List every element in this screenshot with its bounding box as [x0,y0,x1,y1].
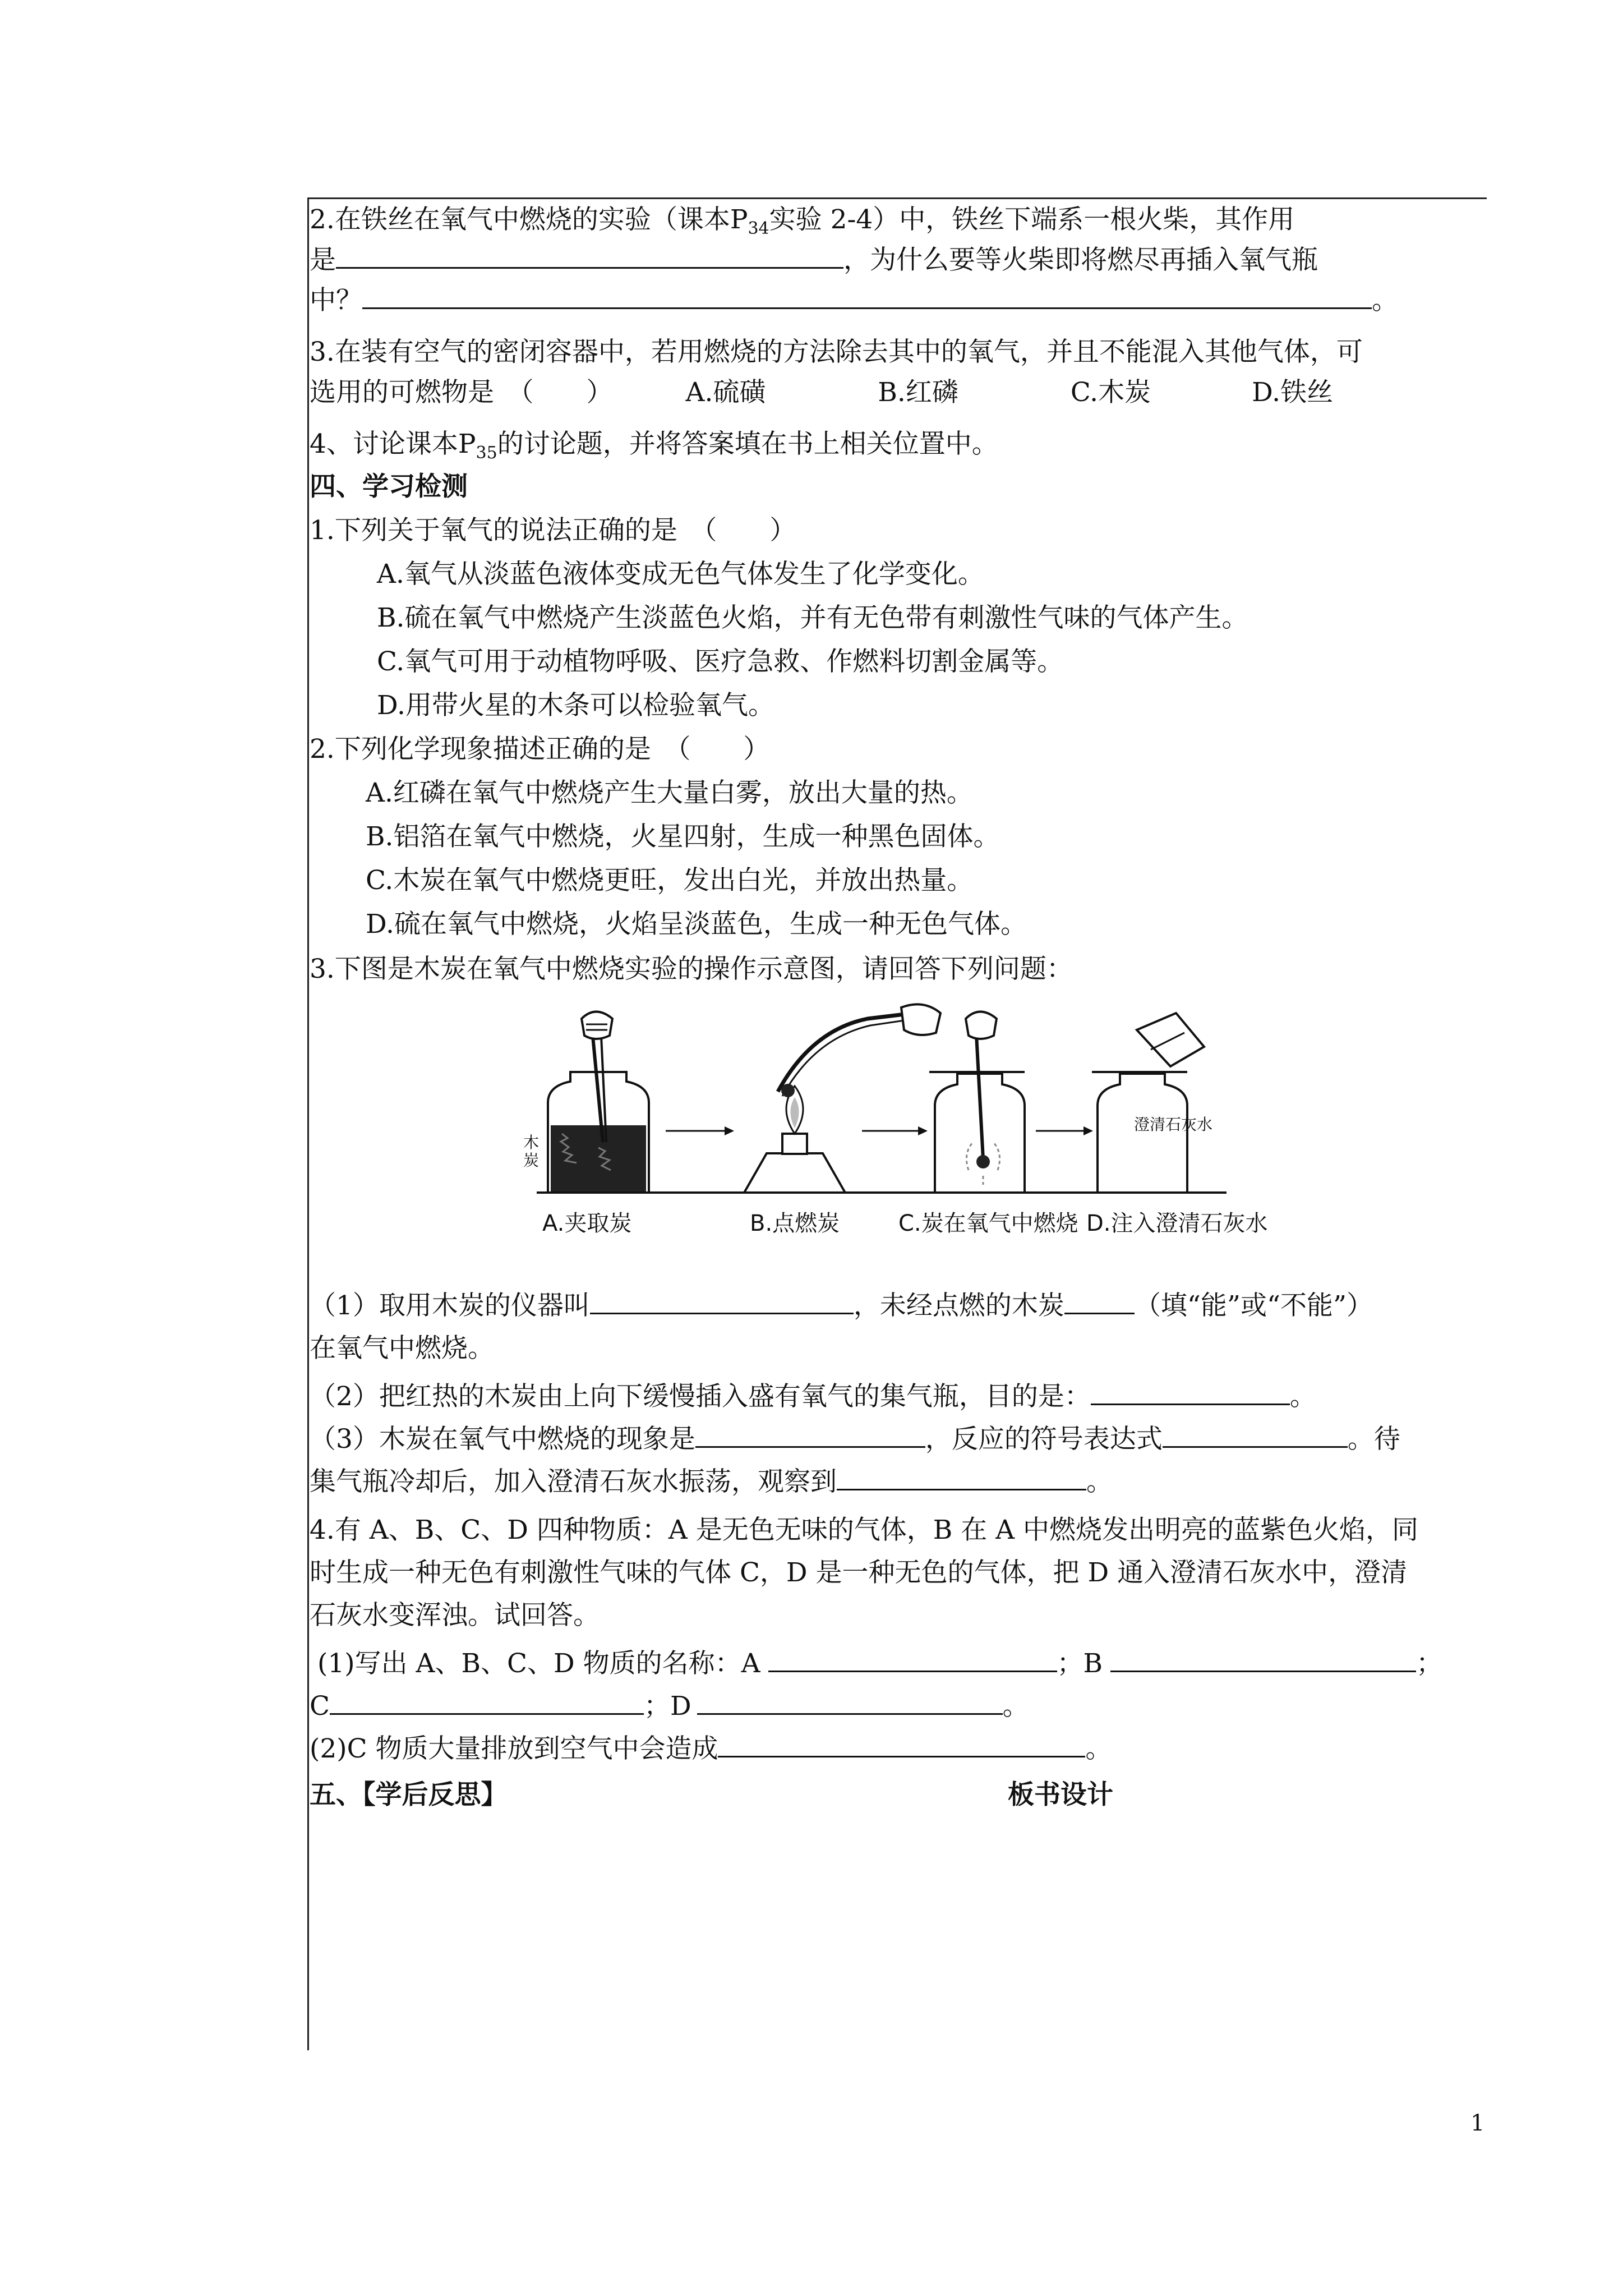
q2-blank-reason[interactable] [362,283,1372,309]
t2-option-b[interactable]: B.铝箔在氧气中燃烧，火星四射，生成一种黑色固体。 [366,821,1000,852]
step-d-limewater-jar [1092,1013,1204,1193]
t4-q1-sep: ； [1416,1648,1443,1679]
arrow-a-b-head [725,1126,734,1135]
caption-d: D.注入澄清石灰水 [1086,1211,1268,1236]
q2-text-3: ，为什么要等火柴即将燃尽再插入氧气瓶 [843,245,1318,275]
t2-option-c[interactable]: C.木炭在氧气中燃烧更旺，发出白光，并放出热量。 [366,865,974,896]
t4-q2-end: 。 [1085,1733,1112,1764]
t2-stem: 2.下列化学现象描述正确的是 （ ） [310,734,770,765]
t4-q1-text-d: ；D [643,1691,691,1722]
caption-a: A.夹取炭 [542,1211,632,1236]
t3-q2-line [310,1377,1487,1417]
t3-q3-text-2: ，反应的符号表达式 [925,1424,1163,1455]
t4-q1-blank-d[interactable] [697,1688,1003,1715]
page-number: 1 [1470,2110,1485,2136]
step-b-alcohol-lamp [744,1004,940,1193]
arrow-c-d-head [1083,1126,1093,1135]
t3-q1-text: （1）取用木炭的仪器叫 [310,1290,590,1321]
t3-q3-blank-phenomenon[interactable] [695,1421,925,1448]
t4-q1-line-1 [310,1644,1487,1684]
t3-q3-line-2 [310,1462,1487,1502]
t1-option-c[interactable]: C.氧气可用于动植物呼吸、医疗急救、作燃料切割金属等。 [377,646,1064,677]
arrow-b-c-head [918,1126,928,1135]
q2-text-cont: 实验 2-4）中，铁丝下端系一根火柴，其作用 [769,204,1295,235]
t3-q3-text-4: 集气瓶冷却后，加入澄清石灰水振荡，观察到 [310,1466,837,1497]
t3-q3-end: 。 [1086,1466,1113,1497]
step-a-jar-with-charcoal [548,1012,649,1193]
t4-q1-text-c: C [310,1691,330,1722]
t1-stem: 1.下列关于氧气的说法正确的是 （ ） [310,515,796,546]
t4-q1-blank-c[interactable] [330,1688,644,1715]
q3-option-c[interactable]: C.木炭 [1070,377,1151,408]
q3-text: 3.在装有空气的密闭容器中，若用燃烧的方法除去其中的氧气，并且不能混入其他气体，可 [310,337,1363,367]
q2-line-3 [310,280,1487,321]
t3-q2-text: （2）把红热的木炭由上向下缓慢插入盛有氧气的集气瓶，目的是： [310,1381,1091,1412]
t3-q3-text-3: 。待 [1347,1424,1400,1455]
t1-option-a[interactable]: A.氧气从淡蓝色液体变成无色气体发生了化学变化。 [377,559,984,590]
q4-text: 4、讨论课本P [310,429,476,459]
caption-b: B.点燃炭 [750,1211,840,1236]
t3-q1-line-2: 在氧气中燃烧。 [310,1333,494,1364]
q4-page-subscript: 35 [476,443,497,463]
t3-q1-blank-can-burn[interactable] [1064,1288,1135,1314]
q3-option-b[interactable]: B.红磷 [878,377,958,408]
t3-q1-text-3: （填“能”或“不能”） [1134,1290,1373,1321]
t4-q1-line-2 [310,1686,1487,1727]
t3-q1-blank-instrument[interactable] [590,1288,854,1314]
charcoal-experiment-figure [523,1007,1268,1243]
q2-end-mark: 。 [1372,285,1398,316]
t3-q3-line-1 [310,1419,1487,1460]
q2-line-2 [310,240,1487,280]
t3-q2-blank-purpose[interactable] [1091,1379,1290,1405]
section-4-heading: 四、学习检测 [310,471,468,502]
q3-text-2: 选用的可燃物是 （ ） [310,377,613,408]
label-charcoal-2: 炭 [523,1151,540,1170]
t4-q2-blank-effect[interactable] [718,1731,1085,1757]
q2-text: 2.在铁丝在氧气中燃烧的实验（课本P [310,204,748,235]
t2-option-a[interactable]: A.红磷在氧气中燃烧产生大量白雾，放出大量的热。 [366,777,973,808]
t4-q1-blank-a[interactable] [768,1646,1057,1672]
section-5-heading: 五、【学后反思】 [310,1779,508,1810]
t4-q1-blank-b[interactable] [1110,1646,1416,1672]
t4-q2-line [310,1729,1487,1769]
t4-stem-2: 时生成一种无色有刺激性气味的气体 C，D 是一种无色的气体，把 D 通入澄清石灰水中，澄清 [310,1557,1408,1588]
section-5-row [310,1775,1487,1815]
q2-text-4: 中？ [310,285,362,316]
q4-line [310,424,1487,473]
step-c-burning-jar [929,1012,1025,1193]
t3-q1-line-1 [310,1286,1487,1326]
t4-q1-text-b: ；B [1057,1648,1103,1679]
t3-q2-end: 。 [1289,1381,1316,1412]
caption-c: C.炭在氧气中燃烧 [898,1211,1078,1236]
t3-q3-blank-observation[interactable] [837,1464,1086,1490]
t4-stem-1: 4.有 A、B、C、D 四种物质：A 是无色无味的气体，B 在 A 中燃烧发出明亮的蓝紫色火焰，同 [310,1515,1419,1545]
label-charcoal: 木 [523,1133,540,1152]
t4-q1-text: (1)写出 A、B、C、D 物质的名称：A [317,1648,760,1679]
label-limewater: 澄清石灰水 [1134,1115,1213,1134]
q2-blank-purpose[interactable] [336,242,843,269]
t1-option-d[interactable]: D.用带火星的木条可以检验氧气。 [377,690,774,721]
board-design-heading: 板书设计 [1008,1779,1113,1810]
t3-stem: 3.下图是木炭在氧气中燃烧实验的操作示意图，请回答下列问题： [310,954,1073,984]
q3-line-1 [310,332,1487,372]
t2-option-d[interactable]: D.硫在氧气中燃烧，火焰呈淡蓝色，生成一种无色气体。 [366,909,1027,940]
t4-q2-text: (2)C 物质大量排放到空气中会造成 [310,1733,718,1764]
t3-q3-blank-equation[interactable] [1163,1421,1348,1448]
q4-text-cont: 的讨论题，并将答案填在书上相关位置中。 [497,429,998,459]
t4-stem-3: 石灰水变浑浊。试回答。 [310,1600,600,1631]
experiment-diagram [523,1007,1268,1243]
t3-q1-text-2: ，未经点燃的木炭 [853,1290,1064,1321]
q3-line-2 [310,372,1487,413]
q3-option-a[interactable]: A.硫磺 [685,377,766,408]
q2-text-2: 是 [310,245,336,275]
t4-q1-end: 。 [1002,1691,1029,1722]
t3-q3-text: （3）木炭在氧气中燃烧的现象是 [310,1424,695,1455]
q3-option-d[interactable]: D.铁丝 [1252,377,1334,408]
q2-page-subscript: 34 [748,219,769,238]
t1-option-b[interactable]: B.硫在氧气中燃烧产生淡蓝色火焰，并有无色带有刺激性气味的气体产生。 [377,602,1248,633]
